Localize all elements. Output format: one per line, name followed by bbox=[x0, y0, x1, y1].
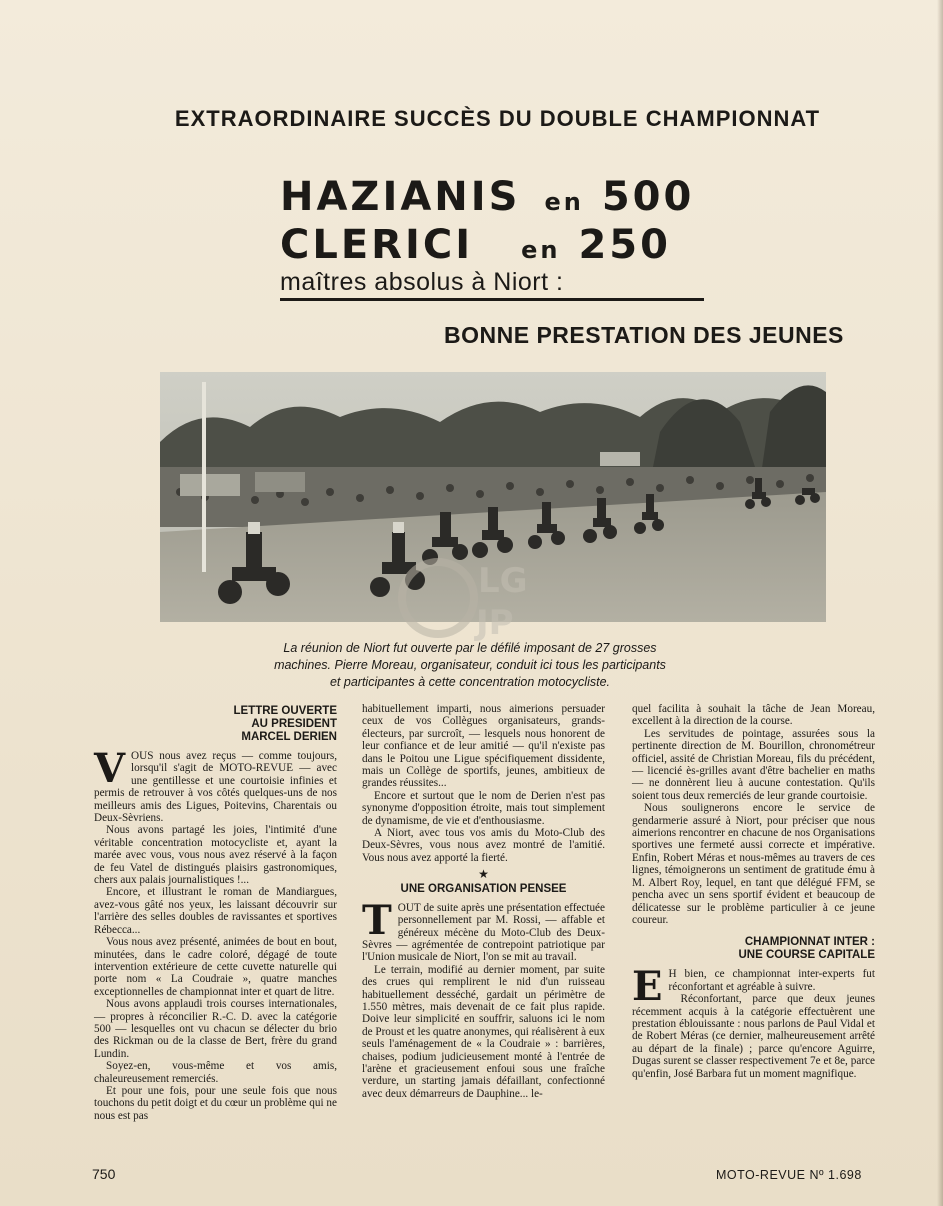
section-separator-star: ★ bbox=[478, 867, 489, 882]
paragraph: Encore, et illustrant le roman de Mandiargues, avez-vous gâté nos yeux, les laissant découvrir sur l'arrière des selles doubles de ravissantes et sportives Rébecca... bbox=[94, 886, 337, 936]
photo-caption bbox=[190, 640, 750, 691]
paragraph-text: OUS nous avez reçus — comme toujours, lorsqu'il s'agit de MOTO-REVUE — avec une gentillesse et une courtoisie infinies et permis de retrouver à vos côtés quelques-uns de nos meilleurs amis des Ligues, Poitevins, Charentais ou Deux-Sèvriens. bbox=[94, 750, 337, 825]
article-column-1 bbox=[94, 703, 337, 1122]
section1-title-line-3: MARCEL DERIEN bbox=[241, 731, 337, 743]
paragraph bbox=[362, 896, 605, 964]
headline-line-2 bbox=[280, 222, 671, 268]
paragraph bbox=[632, 963, 875, 1011]
article-column-2 bbox=[362, 703, 605, 1100]
paragraph-text: H bien, ce championnat inter-experts fut réconfortant et agréable à suivre. bbox=[668, 968, 875, 993]
paragraph bbox=[94, 745, 337, 825]
section3-title-line-1: CHAMPIONNAT INTER : bbox=[744, 936, 875, 949]
paragraph: Encore et surtout que le nom de Derien n'est pas synonyme d'opposition étroite, mais tout simplement de dynamisme, de vie et d'enthousiasme. bbox=[362, 789, 605, 827]
page-edge-shadow bbox=[937, 0, 943, 1206]
watermark-text-1: LG bbox=[478, 561, 528, 601]
paragraph: habituellement imparti, nous aimerions persuader ceux de vos Collègues organisateurs, grands-électeurs, par surcroît, — lesquels nous honorent de leur confiance et de leur amitié — qu'il n'existe pas dans le Poitou une Ligue spécifiquement dissidente, mais un Collège de sportifs, jeunes, ambitieux de grandes réussites... bbox=[362, 703, 605, 790]
paragraph: Réconfortant, parce que deux jeunes récemment acquis à la catégorie effectuèrent une prestation éblouissante : nous parlons de Paul Vidal et de Robert Méras (ce dernier, malheureusement arrêté au départ de la finale) ; parce qu'encore Aguirre, Dugas surent se classer respectivement 7e et 8e, parce qu'enfin, José Barbara fut un moment magnifique. bbox=[632, 993, 875, 1080]
paragraph: Vous nous avez présenté, animées de bout en bout, minutées, dans le cadre coloré, dégagé de toute intervention extérieure de cette cuvette naturelle qui porte nom « La Coudraie », quatre manches exceptionnelles de championnat inter et quart de litre. bbox=[94, 936, 337, 998]
subheadline: BONNE PRESTATION DES JEUNES bbox=[444, 322, 844, 348]
caption-line-2: machines. Pierre Moreau, organisateur, conduit ici tous les participants bbox=[274, 658, 666, 672]
section-title-open-letter bbox=[94, 705, 337, 744]
section1-title-line-2: AU PRESIDENT bbox=[251, 718, 337, 730]
section-title-organisation: UNE ORGANISATION PENSEE bbox=[400, 882, 567, 895]
headline-line-1 bbox=[280, 174, 694, 220]
paragraph: A Niort, avec tous vos amis du Moto-Club des Deux-Sèvres, vous nous avez montré de l'amitié. Vous nous avez apporté la fierté. bbox=[362, 827, 605, 864]
headline-name-1: HAZIANIS bbox=[280, 174, 521, 220]
drop-cap: T bbox=[362, 896, 392, 944]
kicker-headline: EXTRAORDINAIRE SUCCÈS DU DOUBLE CHAMPIONNAT bbox=[174, 106, 821, 131]
drop-cap: E bbox=[632, 963, 663, 1011]
magazine-issue: MOTO-REVUE Nº 1.698 bbox=[716, 1168, 862, 1182]
headline-num-1: 500 bbox=[601, 174, 695, 220]
paragraph: Et pour une fois, pour une seule fois que nous touchons du petit doigt et du cœur un problème qui ne nous est pas bbox=[94, 1084, 337, 1122]
headline-en-1: en bbox=[544, 188, 584, 216]
page-number: 750 bbox=[92, 1166, 116, 1182]
paragraph-text: OUT de suite après une présentation effectuée personnellement par M. Rossi, — affable et généreux mécène du Moto-Club des Deux-Sèvres — agrémentée de contrepoint patriotique par l'Union musicale de Niort, l'on se mit au travail. bbox=[362, 901, 605, 964]
section-title-championship bbox=[632, 936, 875, 962]
paragraph: Nous avons partagé les joies, l'intimité d'une véritable concentration motocycliste et, ayant la marée avec vous, vous nous avez réservé à la façon de feu Vatel de distingués plaisirs gastronomiques, chers aux palais journalistiques !... bbox=[94, 824, 337, 887]
section3-title-line-2: UNE COURSE CAPITALE bbox=[738, 949, 875, 962]
headline-name-2: CLERICI bbox=[280, 222, 474, 268]
paragraph: Nous avons applaudi trois courses internationales, — propres à réconcilier R.-C. D. avec la catégorie 500 — lesquelles ont vu chacun se délecter du brio des Rickman ou de la classe de Bert, frère du grand Lundin. bbox=[94, 998, 337, 1060]
watermark-text-2: JP bbox=[476, 603, 514, 643]
drop-cap: V bbox=[94, 745, 126, 792]
watermark-logo bbox=[398, 548, 548, 648]
section1-title-line-1: LETTRE OUVERTE bbox=[233, 705, 337, 717]
headline-num-2: 250 bbox=[578, 222, 671, 268]
article-column-3 bbox=[632, 703, 875, 1080]
paragraph: Nous soulignerons encore le service de gendarmerie assuré à Niort, pour préciser que nous aimerions rencontrer en chacune de nos Organisations sportives une fermeté aussi correcte et impérative. Enfin, Robert Méras et nous-mêmes au travers de ces lignes, témoignerons un sentiment de gratitude ému à M. Albert Roy, lequel, en tant que délégué FFM, se pencha avec un sens sportif évident et beaucoup de délicatesse sur le problème particulier à ce jeune coureur. bbox=[632, 802, 875, 926]
paragraph: quel facilita à souhait la tâche de Jean Moreau, excellent à la direction de la course. bbox=[632, 703, 875, 728]
paragraph: Les servitudes de pointage, assurées sous la pertinente direction de M. Bourillon, chronométreur officiel, assité de Christian Moreau, fils du précédent, — licencié ès-grilles avant d'être bachelier en maths — ne donnèrent lieu à aucune contestation. Qu'ils soient tous deux remerciés de leur grande courtoisie. bbox=[632, 727, 875, 802]
paragraph: Le terrain, modifié au dernier moment, par suite des crues qui remplirent le nid d'un ruisseau habituellement desséché, gardait un périmètre de 1.550 mètres, mais devenait de ce fait plus rapide. Doive leur simplicité en souffrir, saluons ici le nom de Proust et les quatre anonymes, qui réalisèrent à eux seuls l'aménagement de « la Coudraie » : barrières, chaises, podium judicieusement monté à l'entrée de l'arène et gracieusement enfoui sous une fraîche verdure, un starting jamais défaillant, confectionné avec deux démarreurs de Dauphine... le- bbox=[362, 963, 605, 1100]
paragraph: Soyez-en, vous-même et vos amis, chaleureusement remerciés. bbox=[94, 1060, 337, 1085]
headline-subtitle: maîtres absolus à Niort : bbox=[280, 268, 704, 301]
caption-line-1: La réunion de Niort fut ouverte par le défilé imposant de 27 grosses bbox=[283, 641, 657, 655]
caption-line-3: et participantes à cette concentration motocycliste. bbox=[329, 675, 610, 689]
headline-en-2: en bbox=[521, 236, 561, 264]
